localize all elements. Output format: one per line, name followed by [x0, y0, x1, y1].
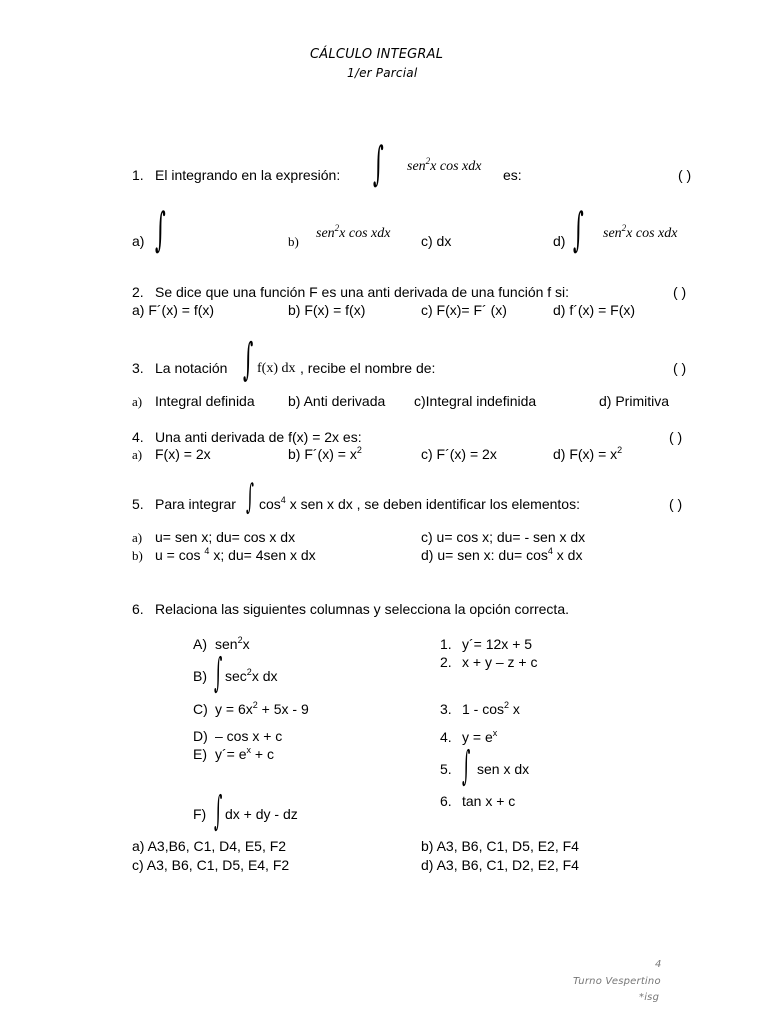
integral-sign: ∫: [214, 788, 223, 834]
item-1-label: 1.: [440, 636, 452, 652]
option-a: Integral definida: [155, 393, 255, 409]
question-text: Se dice que una función F es una anti derivada de una función f si:: [155, 284, 570, 300]
item-6-label: 6.: [440, 793, 452, 809]
item-f: dx + dy - dz: [225, 806, 298, 822]
option-d: d) A3, B6, C1, D2, E2, F4: [421, 857, 579, 873]
option-a-label: a): [132, 233, 145, 249]
option-b: b) F(x) = f(x): [288, 302, 366, 318]
integral-sign: ∫: [246, 477, 254, 517]
item-e: y´= $e^x + c$: [215, 745, 274, 762]
option-b: b) Anti derivada: [288, 393, 386, 409]
option-b: b) A3, B6, C1, D5, E2, F4: [421, 838, 579, 854]
item-4-label: 4.: [440, 729, 452, 745]
question-text: Relaciona las siguientes columnas y selecciona la opción correcta.: [155, 601, 569, 617]
option-b-label: b): [288, 234, 299, 249]
question-text: El integrando en la expresión:: [155, 167, 341, 183]
option-d: d) f´(x) = F(x): [553, 302, 636, 318]
item-b: $\sec^2x$ dx: [225, 667, 278, 684]
item-4: $y = e^x$: [462, 728, 498, 745]
page-subtitle: 1/er Parcial: [347, 66, 418, 80]
question-number: 4.: [132, 429, 144, 445]
integral-sign: ∫: [462, 743, 471, 789]
integral-sign: ∫: [373, 136, 384, 190]
item-2-label: 2.: [440, 654, 452, 670]
option-a-label: a): [132, 394, 143, 409]
option-a: a) F´(x) = f(x): [132, 302, 215, 318]
footer-initials: *isg: [639, 992, 660, 1003]
option-a-label: a): [132, 530, 143, 545]
integral-sign: ∫: [243, 334, 254, 385]
question-text: La notación: [155, 360, 228, 376]
item-5: sen x dx: [477, 761, 530, 777]
option-d: d) u= sen x: $du= \cos^4 x$ dx: [421, 546, 583, 563]
integral-sign: ∫: [214, 650, 223, 696]
question-suffix: es:: [503, 167, 522, 183]
option-b: b) F´(x) = $x^2$: [288, 445, 362, 462]
option-c: c) dx: [421, 233, 452, 249]
item-a: sen$^2$x: [215, 635, 250, 652]
answer-parentheses: ( ): [669, 429, 683, 445]
item-b-label: B): [193, 668, 207, 684]
integral-sign: ∫: [573, 202, 584, 256]
item-a-label: A): [193, 636, 207, 652]
answer-parentheses: ( ): [678, 167, 692, 183]
footer-shift: Turno Vespertino: [573, 976, 661, 987]
math-expression: f(x) dx: [257, 361, 296, 376]
page-number: 4: [655, 959, 662, 970]
item-f-label: F): [193, 806, 207, 822]
option-c: c) u= cos x; du= - sen x dx: [421, 529, 586, 545]
item-c-label: C): [193, 701, 208, 717]
option-b: u = cos $^4$ x; du= 4sen x dx: [155, 546, 316, 563]
item-3-label: 3.: [440, 701, 452, 717]
question-text: Una anti derivada de f(x) = 2x es:: [155, 429, 362, 445]
option-c: c) F´(x) = 2x: [421, 446, 497, 462]
option-d: d) $F(x) = x^2$: [553, 445, 623, 462]
answer-parentheses: ( ): [669, 496, 683, 512]
page-title: CÁLCULO INTEGRAL: [310, 47, 444, 62]
option-d-expression: sen$^2$x cos xdx: [603, 223, 678, 241]
item-5-label: 5.: [440, 761, 452, 777]
question-number: 2.: [132, 284, 144, 300]
answer-parentheses: ( ): [673, 284, 687, 300]
question-number: 5.: [132, 496, 144, 512]
item-2: x + y – z + c: [462, 654, 538, 670]
question-text-end: , recibe el nombre de:: [300, 360, 436, 376]
option-a: a) A3,B6, C1, D4, E5, F2: [132, 838, 287, 854]
option-d-label: d): [553, 233, 566, 249]
option-c: c) A3, B6, C1, D5, E4, F2: [132, 857, 290, 873]
integral-sign: ∫: [155, 202, 166, 256]
item-3: $1 - \cos^2 x$: [462, 700, 520, 717]
math-expression: $\cos^4 x$ sen x dx , se deben identificar los elementos:: [259, 495, 580, 512]
question-text: Para integrar: [155, 496, 236, 512]
option-a: F(x) = 2x: [155, 446, 211, 462]
option-c: c)Integral indefinida: [414, 393, 537, 409]
math-expression: sen$^2$x cos xdx: [407, 156, 482, 174]
item-e-label: E): [193, 746, 207, 762]
item-d-label: D): [193, 728, 208, 744]
question-number: 1.: [132, 167, 144, 183]
question-number: 3.: [132, 360, 144, 376]
item-1: y´= 12x + 5: [462, 636, 533, 652]
option-c: c) F(x)= F´ (x): [421, 302, 507, 318]
option-b-label: b): [132, 548, 143, 563]
item-d: – cos x + c: [215, 728, 283, 744]
option-d: d) Primitiva: [599, 393, 670, 409]
option-a-label: a): [132, 447, 143, 462]
item-6: tan x + c: [462, 793, 516, 809]
question-number: 6.: [132, 601, 144, 617]
answer-parentheses: ( ): [673, 360, 687, 376]
item-c: $y = 6x^2 + 5x - 9$: [215, 700, 309, 717]
option-a: u= sen x; du= cos x dx: [155, 529, 296, 545]
option-b-expression: sen$^2$x cos xdx: [316, 223, 391, 241]
